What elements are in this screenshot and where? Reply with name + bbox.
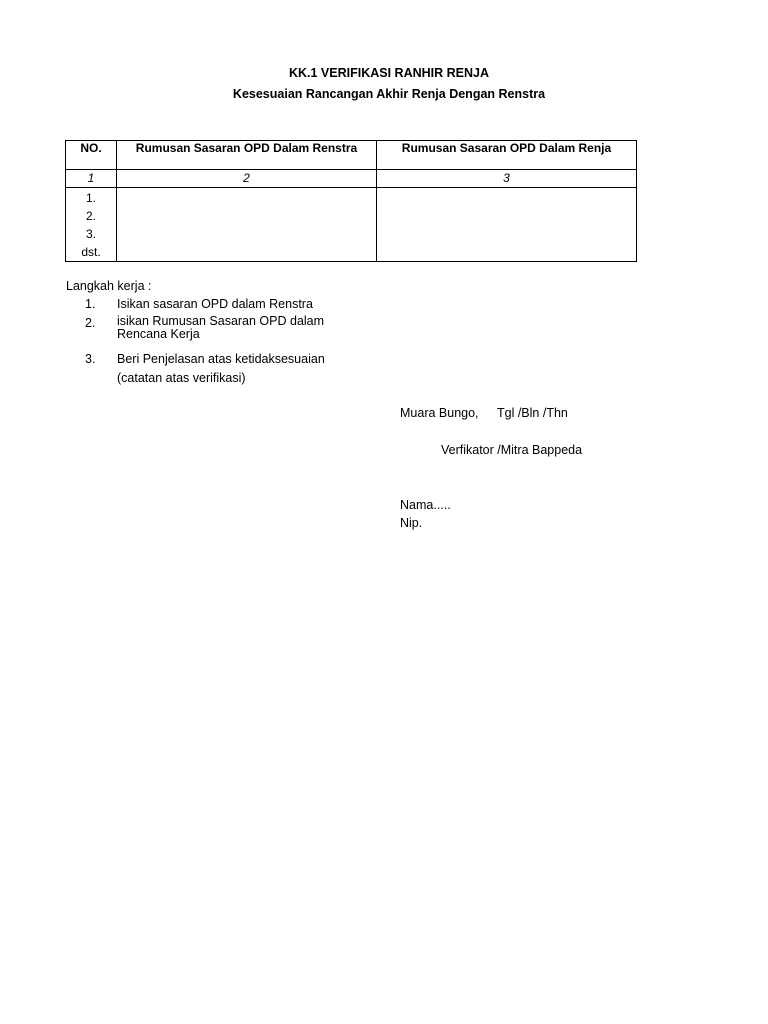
signature-role: Verfikator /Mitra Bappeda [441,443,583,457]
signature-name: Nama..... [400,498,451,512]
step-number: 3. [85,352,96,366]
step-text: Isikan sasaran OPD dalam Renstra [117,297,313,311]
table-body-row [66,188,637,262]
row-number: dst. [81,245,101,259]
column-header-no: NO. [66,141,117,170]
signature-nip: Nip. [400,516,423,530]
step-number: 1. [85,297,96,311]
renstra-cell[interactable] [117,188,377,262]
row-number: 1. [85,191,96,205]
document-subtitle: Kesesuaian Rancangan Akhir Renja Dengan Renstra [232,87,546,101]
column-header-renja: Rumusan Sasaran OPD Dalam Renja [377,141,637,170]
row-number: 3. [85,227,96,241]
step-number: 2. [85,316,96,330]
column-header-renstra: Rumusan Sasaran OPD Dalam Renstra [117,141,377,170]
index-cell: 2 [117,170,377,188]
table-index-row [66,170,637,188]
step-text: (catatan atas verifikasi) [117,371,246,385]
row-numbers-cell [66,188,117,262]
index-cell: 3 [377,170,637,188]
index-cell: 1 [66,170,117,188]
renja-cell[interactable] [377,188,637,262]
signature-date: Tgl /Bln /Thn [497,406,568,420]
document-title: KK.1 VERIFIKASI RANHIR RENJA [288,66,490,80]
table-header-row [66,141,637,170]
step-text: Rencana Kerja [117,327,200,341]
signature-place: Muara Bungo, [400,406,479,420]
row-number: 2. [85,209,96,223]
step-text: Beri Penjelasan atas ketidaksesuaian [117,352,325,366]
verification-table [65,140,637,262]
step-text: isikan Rumusan Sasaran OPD dalam [117,314,325,328]
steps-heading: Langkah kerja : [66,279,152,293]
